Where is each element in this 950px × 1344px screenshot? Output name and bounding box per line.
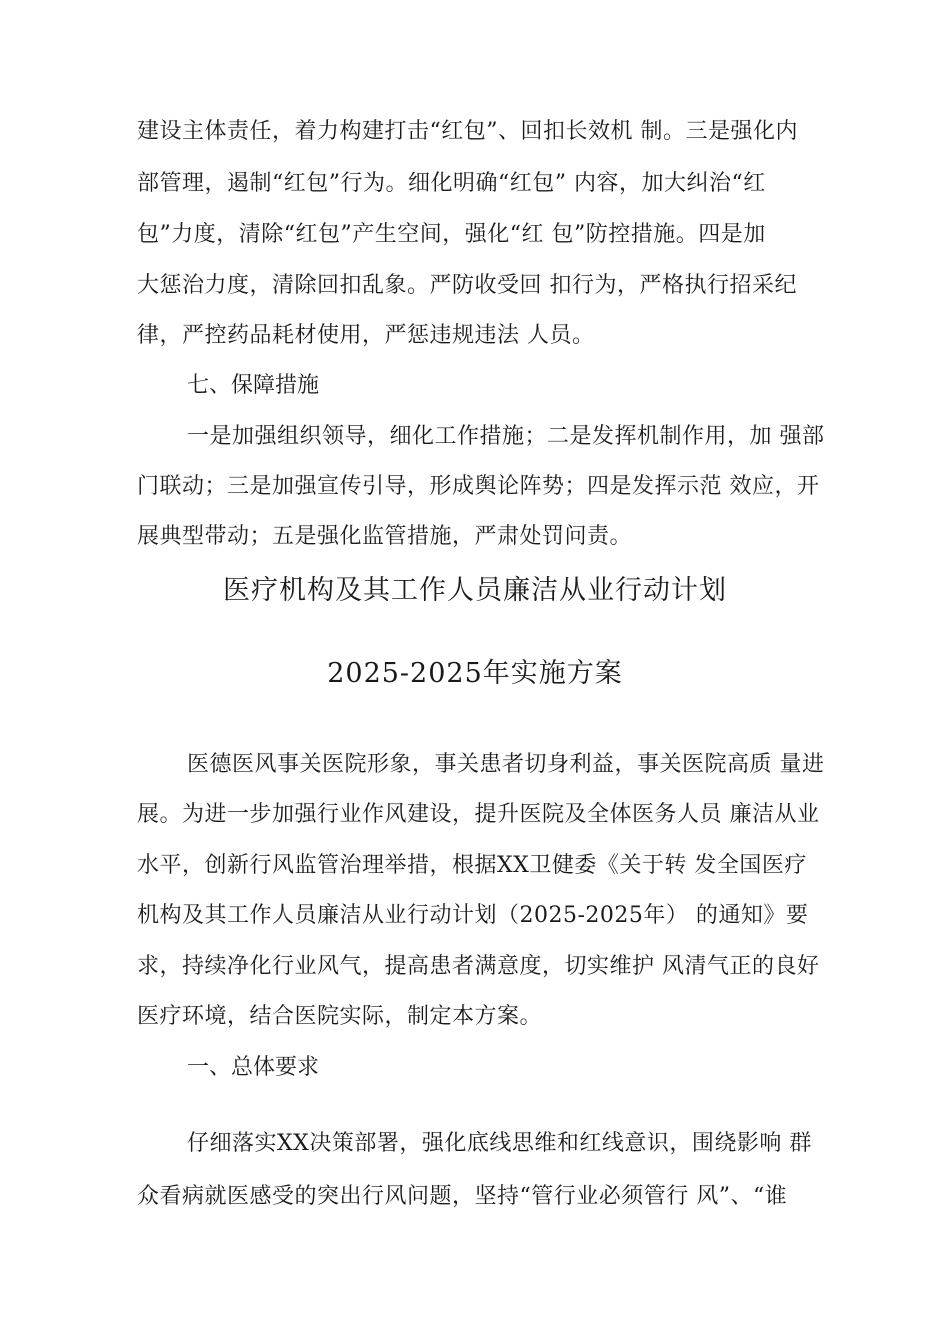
paragraph-line: 门联动；三是加强宣传引导，形成舆论阵势；四是发挥示范 效应，开 [137,474,820,499]
paragraph-line: 律，严控药品耗材使用，严惩违规违法 人员。 [137,323,595,348]
paragraph-line: 求，持续净化行业风气，提高患者满意度，切实维护 风清气正的良好 [137,954,820,979]
paragraph-line: 一是加强组织领导，细化工作措施；二是发挥机制作用，加 强部 [187,424,825,449]
paragraph-line: 仔细落实XX决策部署，强化底线思维和红线意识，围绕影响 群 [187,1131,812,1156]
paragraph-line: 建设主体责任，着力构建打击“红包”、回扣长效机 制。三是强化内 [137,119,798,144]
paragraph-line: 众看病就医感受的突出行风问题，坚持“管行业必须管行 风”、“谁 [137,1184,788,1209]
paragraph-line: 展。为进一步加强行业作风建设，提升医院及全体医务人员 廉洁从业 [137,802,820,827]
paragraph-line: 医疗环境，结合医院实际，制定本方案。 [137,1004,543,1029]
document-title: 医疗机构及其工作人员廉洁从业行动计划 [223,575,727,606]
document-subtitle: 2025-2025年实施方案 [327,658,623,689]
section-heading: 七、保障措施 [187,373,320,398]
paragraph-line: 医德医风事关医院形象，事关患者切身利益，事关医院高质 量进 [187,752,825,777]
paragraph-line: 机构及其工作人员廉洁从业行动计划（2025-2025年） 的通知》要 [137,903,809,928]
paragraph-line: 包”力度，清除“红包”产生空间，强化“红 包”防控措施。四是加 [137,222,766,247]
paragraph-line: 展典型带动；五是强化监管措施，严肃处罚问责。 [137,524,633,549]
paragraph-line: 部管理，遏制“红包”行为。细化明确“红包” 内容，加大纠治“红 [137,171,766,196]
section-heading: 一、总体要求 [187,1055,320,1080]
paragraph-line: 水平，创新行风监管治理举措，根据XX卫健委《关于转 发全国医疗 [137,853,807,878]
paragraph-line: 大惩治力度，清除回扣乱象。严防收受回 扣行为，严格执行招采纪 [137,273,797,298]
